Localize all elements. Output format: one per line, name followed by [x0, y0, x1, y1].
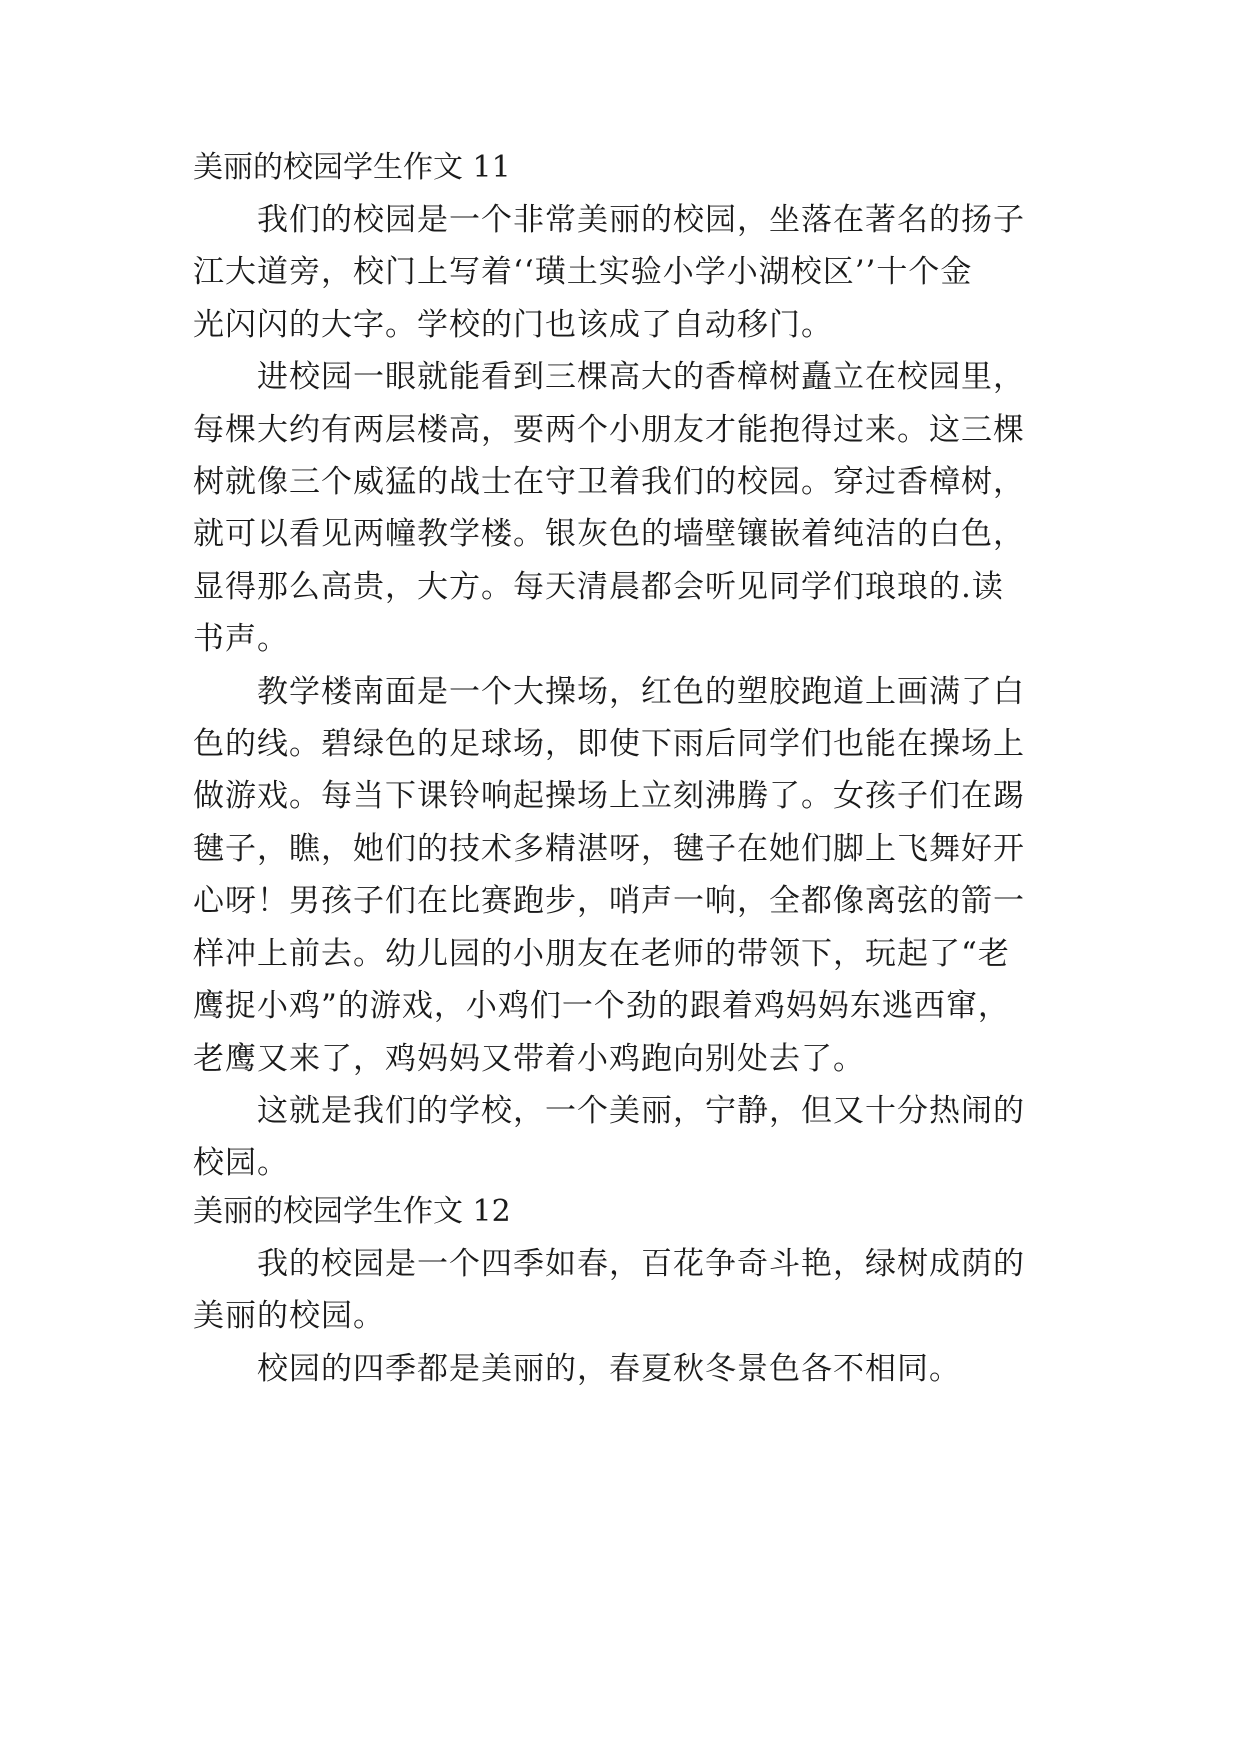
- paragraph-line: 鹰捉小鸡”的游戏，小鸡们一个劲的跟着鸡妈妈东逃西窜，: [193, 988, 1010, 1024]
- paragraph-line: 树就像三个威猛的战士在守卫着我们的校园。穿过香樟树，: [193, 464, 1025, 500]
- paragraph-line: 我的校园是一个四季如春，百花争奇斗艳，绿树成荫的: [257, 1246, 1025, 1282]
- paragraph-line: 校园。: [193, 1145, 289, 1181]
- paragraph-line: 教学楼南面是一个大操场，红色的塑胶跑道上画满了白: [257, 674, 1025, 710]
- paragraph-line: 老鹰又来了，鸡妈妈又带着小鸡跑向别处去了。: [193, 1041, 865, 1077]
- paragraph-line: 江大道旁，校门上写着‘‘璜土实验小学小湖校区’’十个金: [193, 254, 973, 290]
- paragraph-line: 书声。: [193, 621, 289, 657]
- paragraph-line: 每棵大约有两层楼高，要两个小朋友才能抱得过来。这三棵: [193, 412, 1025, 448]
- paragraph-line: 美丽的校园。: [193, 1298, 385, 1334]
- paragraph-line: 毽子，瞧，她们的技术多精湛呀，毽子在她们脚上飞舞好开: [193, 831, 1025, 867]
- paragraph-line: 进校园一眼就能看到三棵高大的香樟树矗立在校园里，: [257, 359, 1025, 395]
- paragraph-line: 这就是我们的学校，一个美丽，宁静，但又十分热闹的: [257, 1093, 1025, 1129]
- paragraph-line: 心呀！男孩子们在比赛跑步，哨声一响，全都像离弦的箭一: [193, 883, 1025, 919]
- paragraph-line: 就可以看见两幢教学楼。银灰色的墙壁镶嵌着纯洁的白色，: [193, 516, 1025, 552]
- essay-title: 美丽的校园学生作文 11: [193, 150, 511, 185]
- paragraph-line: 校园的四季都是美丽的，春夏秋冬景色各不相同。: [257, 1351, 961, 1387]
- paragraph-line: 光闪闪的大字。学校的门也该成了自动移门。: [193, 307, 833, 343]
- paragraph-line: 色的线。碧绿色的足球场，即使下雨后同学们也能在操场上: [193, 726, 1025, 762]
- paragraph-line: 我们的校园是一个非常美丽的校园，坐落在著名的扬子: [257, 202, 1025, 238]
- paragraph-line: 显得那么高贵，大方。每天清晨都会听见同学们琅琅的.读: [193, 569, 1004, 605]
- paragraph-line: 做游戏。每当下课铃响起操场上立刻沸腾了。女孩子们在踢: [193, 778, 1025, 814]
- paragraph-line: 样冲上前去。幼儿园的小朋友在老师的带领下，玩起了“老: [193, 936, 1010, 972]
- essay-title: 美丽的校园学生作文 12: [193, 1194, 511, 1229]
